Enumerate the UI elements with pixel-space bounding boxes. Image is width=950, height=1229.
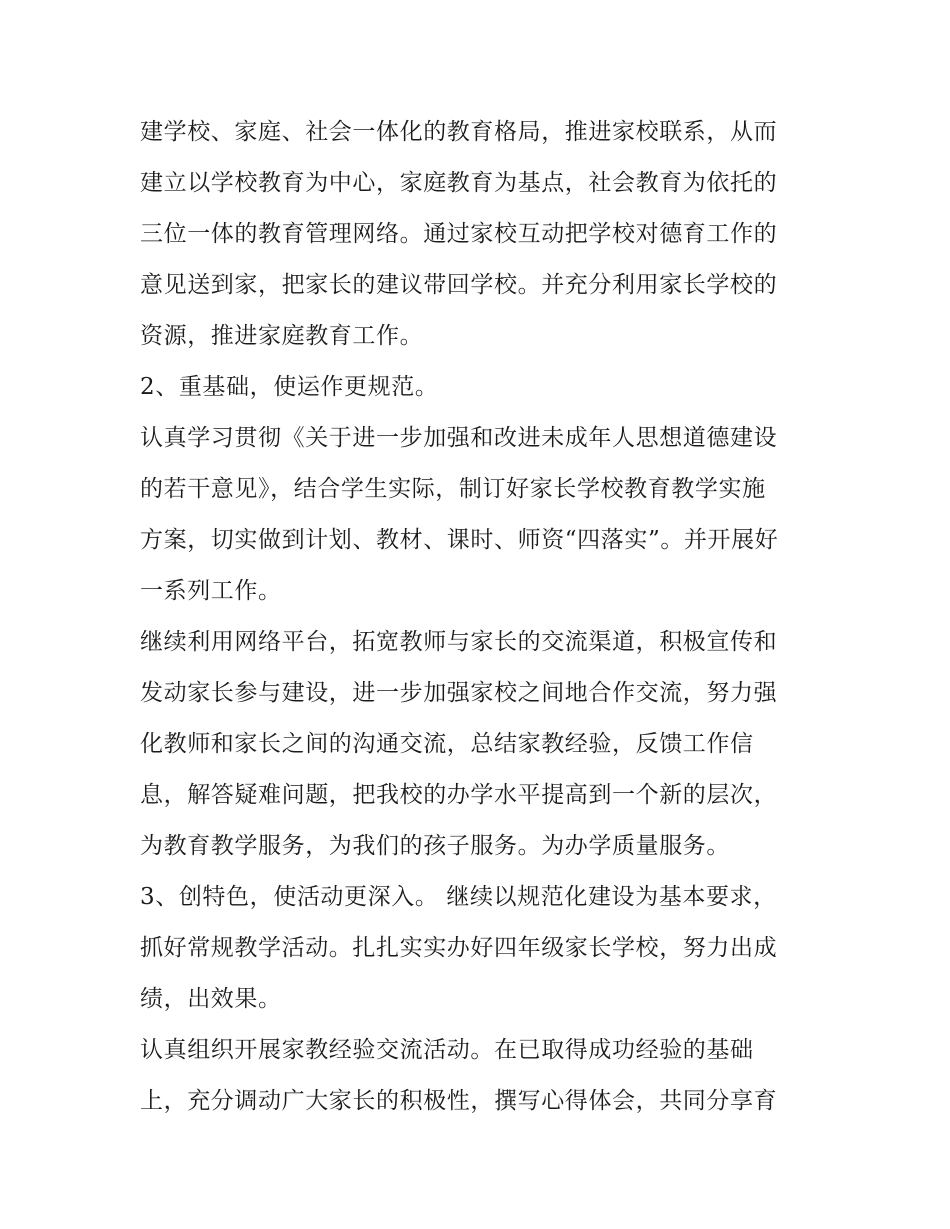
text-line: 认真学习贯彻《关于进一步加强和改进未成年人思想道德建设 xyxy=(140,425,778,451)
text-line: 建立以学校教育为中心，家庭教育为基点，社会教育为依托的 xyxy=(140,170,778,196)
text-line: 上，充分调动广大家长的积极性，撰写心得体会，共同分享育 xyxy=(140,1088,778,1114)
text-line: 认真组织开展家教经验交流活动。在已取得成功经验的基础 xyxy=(140,1037,754,1063)
text-line: 意见送到家，把家长的建议带回学校。并充分利用家长学校的 xyxy=(140,272,778,298)
text-line: 三位一体的教育管理网络。通过家校互动把学校对德育工作的 xyxy=(140,221,778,247)
text-line: 资源，推进家庭教育工作。 xyxy=(140,323,424,349)
text-line: 为教育教学服务，为我们的孩子服务。为办学质量服务。 xyxy=(140,833,730,859)
text-line: 的若干意见》，结合学生实际，制订好家长学校教育教学实施 xyxy=(140,476,766,502)
text-line: 抓好常规教学活动。扎扎实实办好四年级家长学校，努力出成 xyxy=(140,935,778,961)
text-line: 继续利用网络平台，拓宽教师与家长的交流渠道，积极宣传和 xyxy=(140,629,778,655)
text-line: 息，解答疑难问题，把我校的办学水平提高到一个新的层次， xyxy=(140,782,778,808)
text-line: 方案，切实做到计划、教材、课时、师资“四落实”。并开展好 xyxy=(140,527,779,553)
section-heading: 3、创特色，使活动更深入。 继续以规范化建设为基本要求， xyxy=(140,884,777,910)
text-line: 发动家长参与建设，进一步加强家校之间地合作交流，努力强 xyxy=(140,680,778,706)
text-line: 建学校、家庭、社会一体化的教育格局，推进家校联系，从而 xyxy=(140,119,778,145)
document-body xyxy=(140,107,830,1127)
text-line: 一系列工作。 xyxy=(140,578,282,604)
text-line: 绩，出效果。 xyxy=(140,986,282,1012)
text-line: 化教师和家长之间的沟通交流，总结家教经验，反馈工作信 xyxy=(140,731,754,757)
section-heading: 2、重基础，使运作更规范。 xyxy=(140,374,439,400)
